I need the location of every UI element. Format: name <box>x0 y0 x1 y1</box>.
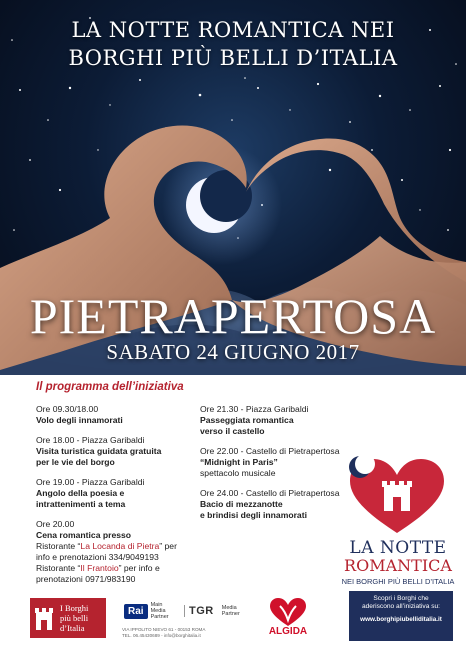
logo-line2: ROMANTICA <box>344 556 452 575</box>
restaurant-line <box>36 541 201 552</box>
rai-caption <box>151 602 169 620</box>
hero-title-line2: BORGHI PIÙ BELLI D’ITALIA <box>68 46 398 70</box>
website-link[interactable]: www.borghipiubelliditalia.it <box>360 616 442 623</box>
rai-caption-3: Partner <box>150 614 169 620</box>
program-item <box>36 404 201 426</box>
event-time: Ore 22.00 - Castello di Pietrapertosa <box>200 446 340 456</box>
borghi-line3: d’Italia <box>60 623 85 633</box>
restaurant-prefix: Ristorante “ <box>36 563 81 573</box>
tgr-mark: TGR <box>184 605 214 617</box>
program-item <box>200 446 348 479</box>
event-title: Visita turistica guidata gratuita <box>36 446 162 456</box>
restaurant-prefix: Ristorante “ <box>36 541 81 551</box>
event-title: Volo degli innamorati <box>36 415 123 425</box>
event-time: Ore 09.30/18.00 <box>36 404 99 414</box>
event-date: SABATO 24 GIUGNO 2017 <box>106 340 360 364</box>
program-left-column <box>36 404 201 594</box>
notte-romantica-logo <box>346 455 448 535</box>
program-item <box>36 477 201 510</box>
town-name: PIETRAPERTOSA <box>29 288 437 344</box>
event-time: Ore 19.00 - Piazza Garibaldi <box>36 477 145 487</box>
restaurant-name: Il Frantoio <box>80 563 119 573</box>
restaurant-suffix: ” per <box>159 541 177 551</box>
event-title: Bacio di mezzanotte <box>200 499 283 509</box>
banner-text-1: Scopri i Borghi che <box>373 595 429 602</box>
website-banner <box>349 591 453 641</box>
logo-line1: LA NOTTE <box>349 538 447 558</box>
event-title: per le vie del borgo <box>36 457 115 467</box>
algida-wordmark: ALGIDA <box>268 626 308 637</box>
borghi-line2: più belli <box>60 613 89 623</box>
tgr-caption-1: Media <box>221 605 237 611</box>
program-item <box>200 488 348 521</box>
address-line1: VIA IPPOLITO NIEVO 61 - 00153 ROMA <box>122 627 206 632</box>
rai-mark: Rai <box>124 604 148 619</box>
program-heading: Il programma dell’iniziativa <box>36 381 184 393</box>
event-title: Passeggiata romantica <box>200 415 294 425</box>
rai-logo <box>124 600 184 622</box>
event-title: intrattenimenti a tema <box>36 499 126 509</box>
rai-caption-1: Main <box>150 602 163 608</box>
tgr-caption <box>222 605 240 617</box>
event-description: spettacolo musicale <box>200 468 276 478</box>
event-time: Ore 24.00 - Castello di Pietrapertosa <box>200 488 340 498</box>
program-item <box>36 435 201 468</box>
event-title: e brindisi degli innamorati <box>200 510 307 520</box>
rai-caption-2: Media <box>150 608 166 614</box>
program-right-column <box>200 404 348 530</box>
event-time: Ore 18.00 - Piazza Garibaldi <box>36 435 145 445</box>
event-time: Ore 21.30 - Piazza Garibaldi <box>200 404 309 414</box>
restaurant-info: info e prenotazioni 334/9049193 <box>36 552 159 562</box>
tgr-caption-2: Partner <box>221 611 240 617</box>
logo-line3: NEI BORGHI PIÙ BELLI D’ITALIA <box>341 577 455 586</box>
borghi-logo-text <box>58 603 88 633</box>
event-title: “Midnight in Paris” <box>200 457 278 467</box>
tgr-logo <box>184 600 246 622</box>
restaurant-line <box>36 563 201 574</box>
restaurant-suffix: ” per info e <box>118 563 160 573</box>
banner-text-2: aderiscono all’iniziativa su: <box>361 603 441 610</box>
restaurant-info: prenotazioni 0971/983190 <box>36 574 136 584</box>
borghi-logo <box>30 598 106 638</box>
program-item <box>36 519 201 585</box>
hero-title-line1: LA NOTTE ROMANTICA NEI <box>71 18 395 42</box>
event-title: verso il castello <box>200 426 265 436</box>
contact-address <box>122 627 257 639</box>
restaurant-name: La Locanda di Pietra <box>80 541 160 551</box>
borghi-line1: I Borghi <box>60 603 89 613</box>
program-item <box>200 404 348 437</box>
castle-icon <box>30 598 58 638</box>
event-time: Ore 20.00 <box>36 519 75 529</box>
event-title: Angolo della poesia e <box>36 488 125 498</box>
event-title: Cena romantica presso <box>36 530 132 540</box>
address-line2: TEL. 06.45430689 - info@borghitalia.it <box>122 633 201 638</box>
